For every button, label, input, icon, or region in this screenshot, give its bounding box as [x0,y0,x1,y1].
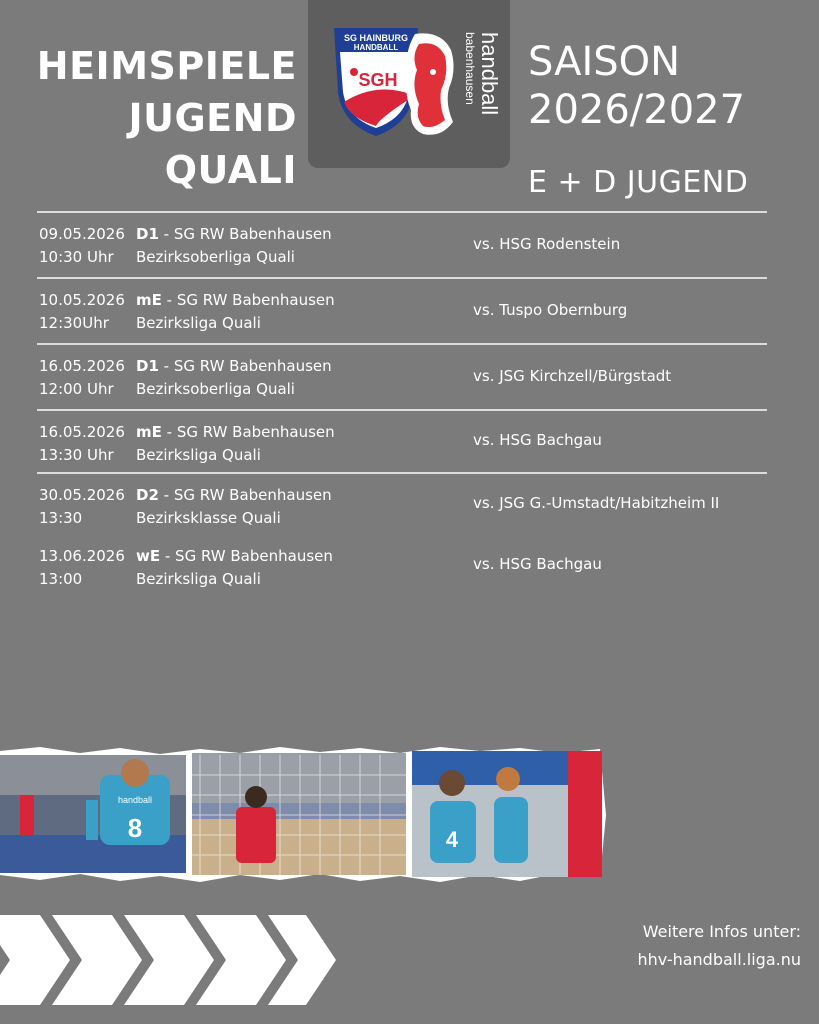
match-datetime [39,223,135,269]
team-name: - SG RW Babenhausen [161,291,335,309]
match-team [136,545,456,591]
team-code: D1 [136,357,159,375]
team-name: - SG RW Babenhausen [160,547,333,565]
team-name: - SG RW Babenhausen [161,423,335,441]
poster-title [37,40,297,196]
photo-2 [192,753,406,875]
match-team [136,289,456,335]
brand-wordmark [460,30,504,142]
match-time: 12:00 Uhr [39,380,114,398]
shield-initials: SGH [358,70,398,90]
match-team [136,355,456,401]
info-label: Weitere Infos unter: [642,922,801,941]
age-groups: E + D JUGEND [528,165,749,200]
table-row [37,343,767,409]
table-row [37,277,767,343]
team-code: D1 [136,225,159,243]
match-datetime [39,484,135,530]
league: Bezirksoberliga Quali [136,248,295,266]
match-time: 13:30 [39,509,83,527]
match-team [136,421,456,467]
match-date: 09.05.2026 [39,225,125,243]
shield-text-2: HANDBALL [353,43,399,52]
match-datetime [39,289,135,335]
photo-3 [412,751,602,877]
team-code: D2 [136,486,159,504]
team-name: - SG RW Babenhausen [158,486,332,504]
league: Bezirksliga Quali [136,570,261,588]
match-date: 10.05.2026 [39,291,125,309]
match-time: 12:30Uhr [39,314,109,332]
match-time: 10:30 Uhr [39,248,114,266]
title-line-1: HEIMSPIELE [36,44,297,88]
photo-collage [0,745,610,885]
match-datetime [39,421,135,467]
brand-text-1: handball [477,32,502,116]
league: Bezirksliga Quali [136,446,261,464]
match-date: 16.05.2026 [39,423,125,441]
league: Bezirksklasse Quali [136,509,281,527]
opponent: vs. Tuspo Obernburg [473,301,628,319]
match-date: 16.05.2026 [39,357,125,375]
footer-info [638,918,802,974]
match-date: 13.06.2026 [39,547,125,565]
schedule-table [37,211,767,599]
opponent: vs. HSG Bachgau [473,431,602,449]
title-line-2: JUGEND [128,96,297,140]
opponent: vs. HSG Rodenstein [473,235,621,253]
team-name: - SG RW Babenhausen [158,225,332,243]
season-heading [528,38,745,134]
league: Bezirksliga Quali [136,314,261,332]
team-code: wE [136,547,161,565]
chevron-arrows [0,915,340,1005]
jersey-number-4: 4 [445,827,459,852]
league: Bezirksoberliga Quali [136,380,295,398]
match-datetime [39,355,135,401]
team-name: - SG RW Babenhausen [158,357,332,375]
match-time: 13:30 Uhr [39,446,114,464]
match-datetime [39,545,135,591]
season-years: 2026/2027 [528,87,746,133]
table-row [37,472,767,535]
table-row [37,535,767,599]
chevron-arrow-icon [0,915,70,1005]
match-time: 13:00 [39,570,83,588]
match-date: 30.05.2026 [39,486,125,504]
match-team [136,484,456,530]
title-line-3: QUALI [164,148,297,192]
jersey-number-8: 8 [127,813,143,843]
lion-icon [401,30,457,140]
jersey-brand: handball [117,795,153,805]
logo-panel [308,0,510,168]
match-team [136,223,456,269]
table-row [37,409,767,472]
brand-text-2: babenhausen [463,32,477,105]
opponent: vs. HSG Bachgau [473,555,602,573]
photo-1 [0,755,186,873]
shield-text-1: SG HAINBURG [343,33,409,43]
team-code: mE [136,291,162,309]
info-url[interactable]: hhv-handball.liga.nu [637,950,801,969]
season-label: SAISON [528,39,681,85]
opponent: vs. JSG G.-Umstadt/Habitzheim II [473,494,720,512]
opponent: vs. JSG Kirchzell/Bürgstadt [473,367,672,385]
team-code: mE [136,423,162,441]
table-row [37,211,767,277]
